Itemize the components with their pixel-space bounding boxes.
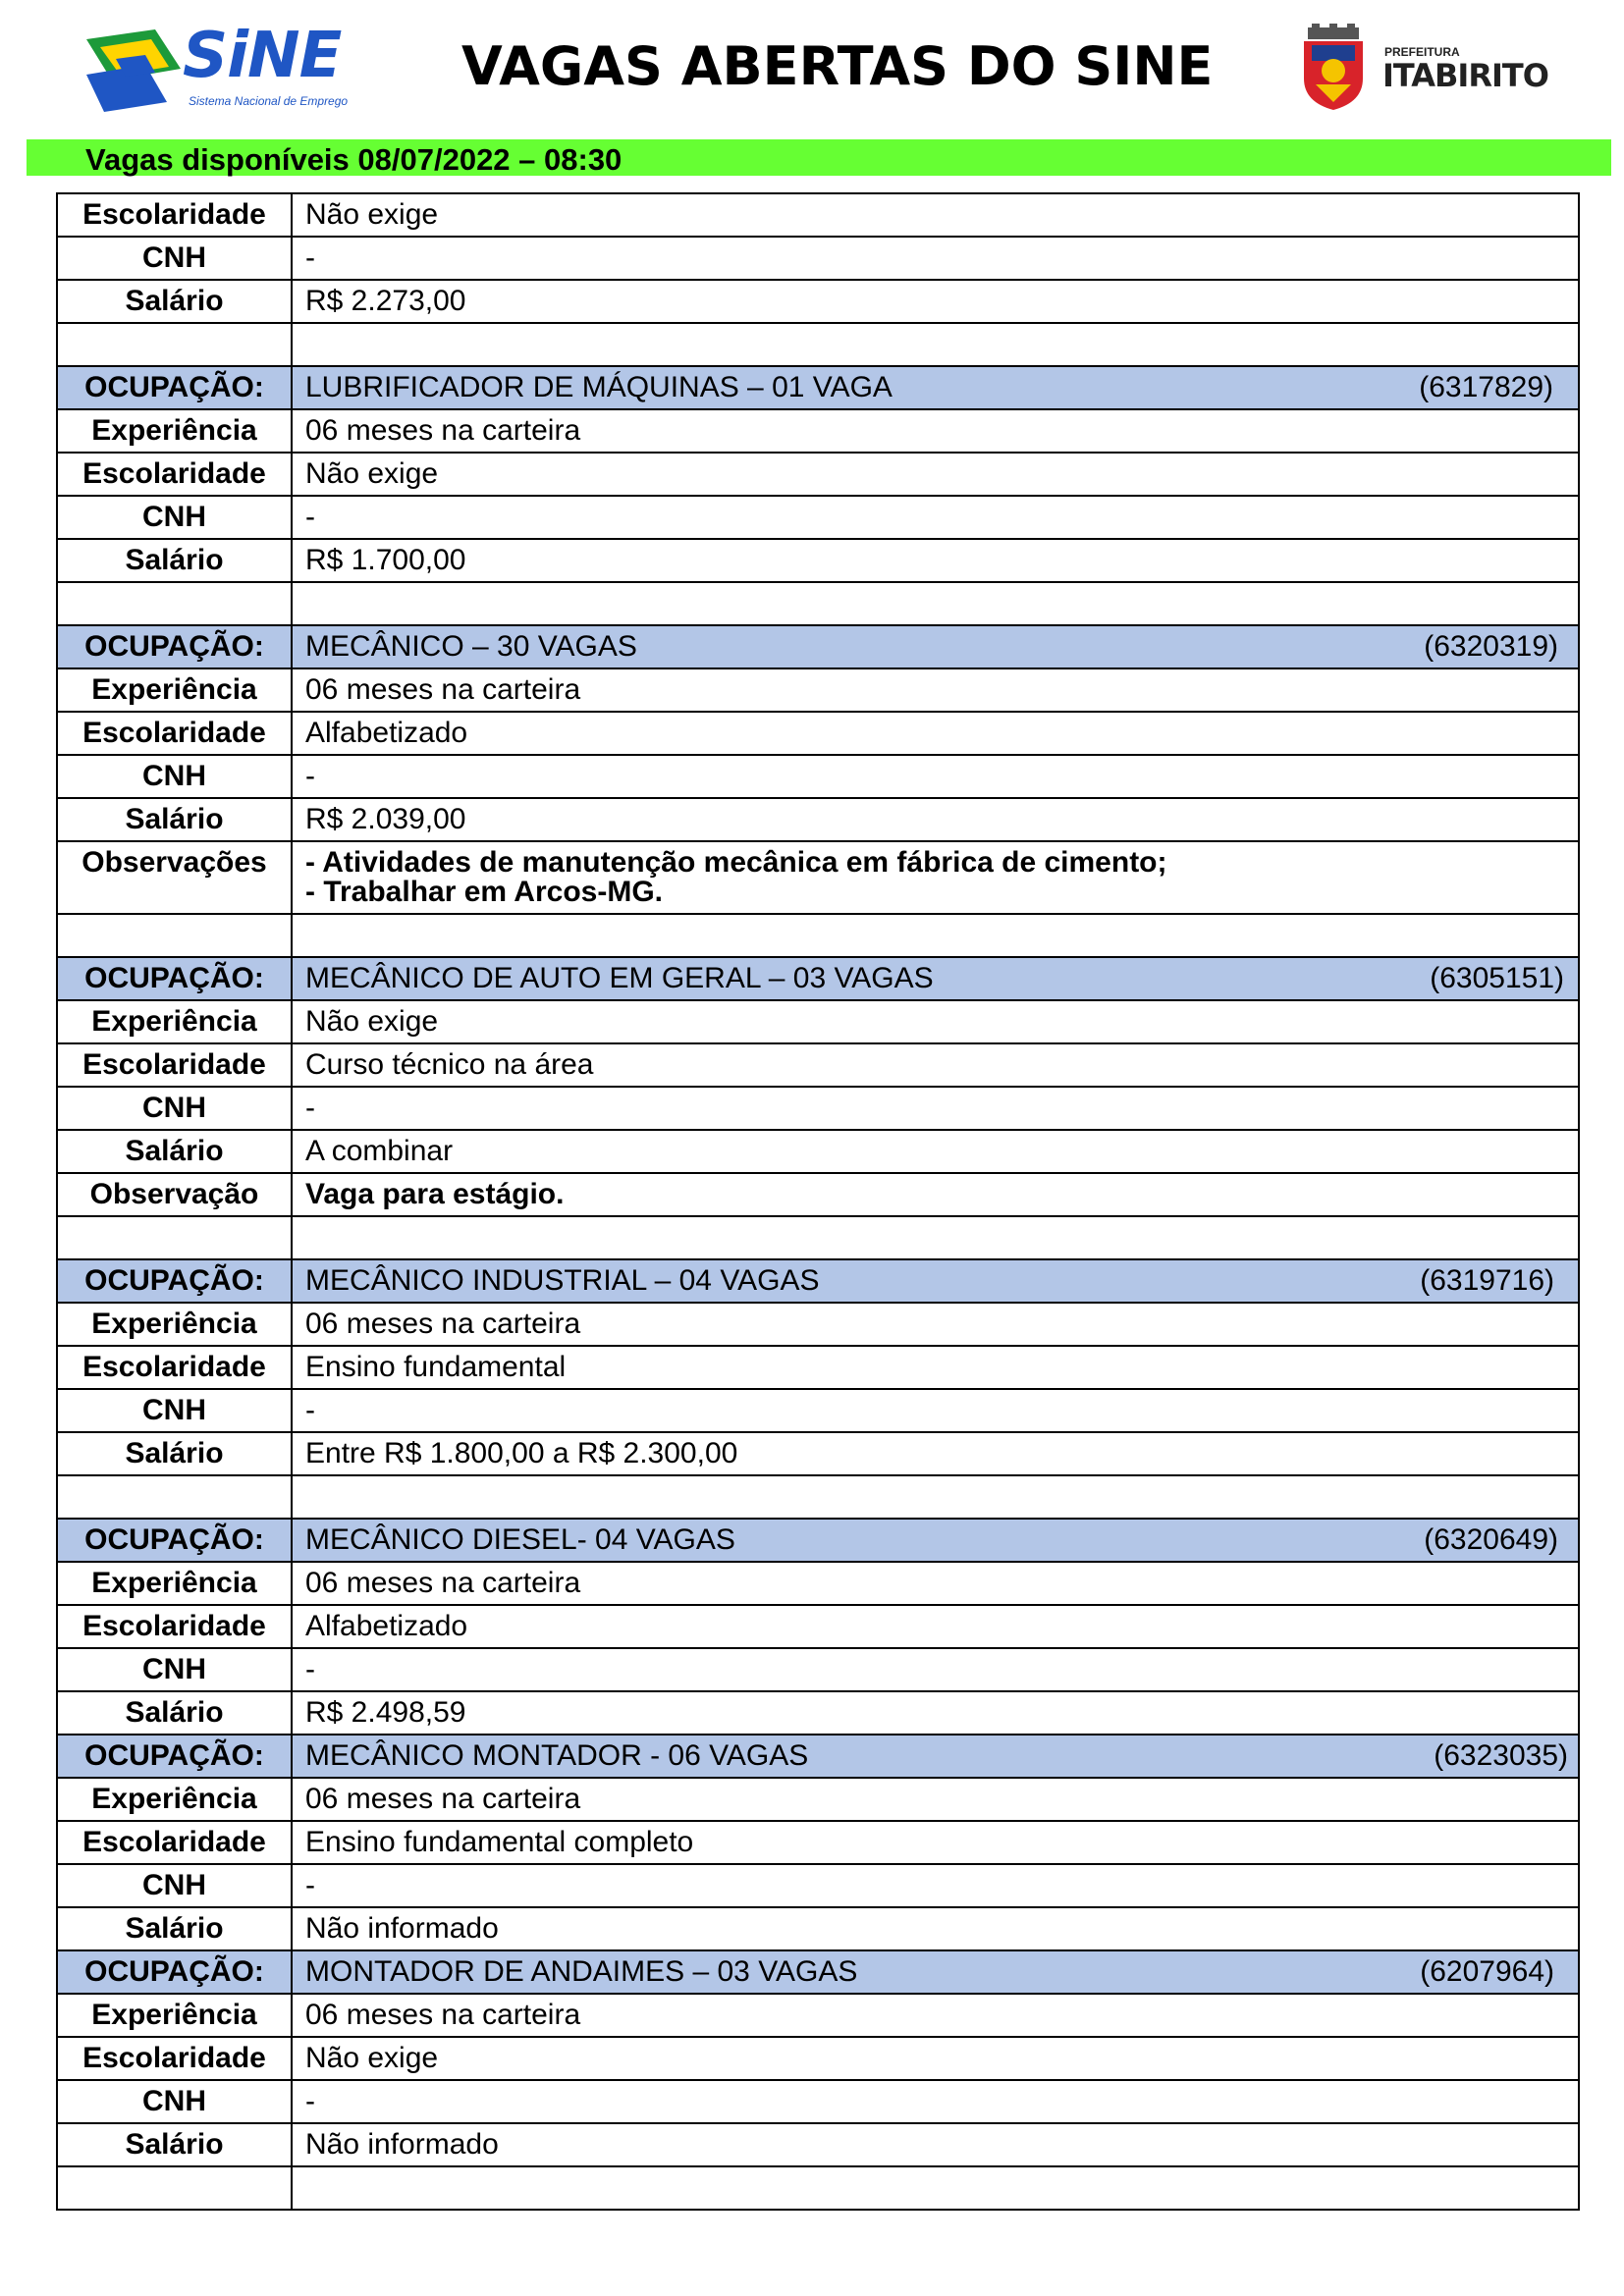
label-ocupacao: OCUPAÇÃO: [57, 957, 292, 1000]
label-escolaridade: Escolaridade [57, 1821, 292, 1864]
value-cnh: - [292, 237, 1579, 280]
occupation-value [292, 1519, 1579, 1562]
value-cnh: - [292, 1389, 1579, 1432]
value-escolaridade: Não exige [292, 193, 1579, 237]
value-escolaridade: Não exige [292, 2037, 1579, 2080]
spacer-cell [292, 1216, 1579, 1259]
page-header [0, 0, 1624, 137]
table-row [57, 193, 1579, 237]
value-cnh: - [292, 2080, 1579, 2123]
label-cnh: CNH [57, 1864, 292, 1907]
value-experiencia: 06 meses na carteira [292, 1303, 1579, 1346]
occupation-code: (6319716) [1420, 1264, 1554, 1297]
sine-logo [86, 20, 361, 114]
table-row [57, 1605, 1579, 1648]
label-salario: Salário [57, 2123, 292, 2166]
label-ocupacao: OCUPAÇÃO: [57, 1259, 292, 1303]
spacer-row [57, 323, 1579, 366]
occupation-code: (6305151) [1430, 962, 1564, 994]
occupation-code: (6320649) [1424, 1523, 1558, 1556]
occupation-value [292, 1259, 1579, 1303]
spacer-cell [57, 582, 292, 625]
label-experiencia: Experiência [57, 1562, 292, 1605]
label-cnh: CNH [57, 2080, 292, 2123]
table-row [57, 496, 1579, 539]
observation-line: - Atividades de manutenção mecânica em fábrica de cimento; [305, 846, 1167, 879]
city-coat-of-arms-icon [1294, 24, 1373, 112]
label-escolaridade: Escolaridade [57, 1346, 292, 1389]
value-salario: Não informado [292, 1907, 1579, 1950]
page-title: VAGAS ABERTAS DO SINE [461, 35, 1214, 97]
value-salario: Entre R$ 1.800,00 a R$ 2.300,00 [292, 1432, 1579, 1475]
label-escolaridade: Escolaridade [57, 1605, 292, 1648]
value-escolaridade: Curso técnico na área [292, 1043, 1579, 1087]
value-salario: Não informado [292, 2123, 1579, 2166]
occupation-title: MONTADOR DE ANDAIMES – 03 VAGAS [305, 1955, 858, 1988]
spacer-row [57, 1475, 1579, 1519]
label-observacao: Observação [57, 1173, 292, 1216]
label-cnh: CNH [57, 496, 292, 539]
date-banner-text: Vagas disponíveis 08/07/2022 – 08:30 [85, 142, 623, 177]
value-observacoes [292, 841, 1579, 914]
occupation-value [292, 1950, 1579, 1994]
label-ocupacao: OCUPAÇÃO: [57, 1519, 292, 1562]
label-ocupacao: OCUPAÇÃO: [57, 1950, 292, 1994]
spacer-cell [57, 914, 292, 957]
observation-line: - Trabalhar em Arcos-MG. [305, 876, 663, 908]
label-salario: Salário [57, 539, 292, 582]
label-ocupacao: OCUPAÇÃO: [57, 625, 292, 668]
spacer-cell [292, 323, 1579, 366]
value-salario: R$ 2.039,00 [292, 798, 1579, 841]
table-row [57, 237, 1579, 280]
occupation-row [57, 366, 1579, 409]
table-row [57, 1130, 1579, 1173]
occupation-title: MECÂNICO MONTADOR - 06 VAGAS [305, 1739, 809, 1772]
spacer-row [57, 2166, 1579, 2210]
prefeitura-city-name: ITABIRITO [1382, 57, 1548, 94]
label-observacoes: Observações [57, 841, 292, 914]
value-experiencia: 06 meses na carteira [292, 409, 1579, 453]
table-row [57, 1173, 1579, 1216]
occupation-code: (6320319) [1424, 630, 1558, 663]
occupation-row [57, 1735, 1579, 1778]
occupation-code: (6323035) [1434, 1739, 1568, 1772]
label-salario: Salário [57, 280, 292, 323]
label-salario: Salário [57, 1130, 292, 1173]
table-row [57, 668, 1579, 712]
table-row [57, 1864, 1579, 1907]
spacer-row [57, 1216, 1579, 1259]
prefeitura-label: PREFEITURA [1384, 45, 1460, 59]
table-row [57, 1778, 1579, 1821]
label-experiencia: Experiência [57, 668, 292, 712]
spacer-row [57, 582, 1579, 625]
table-row [57, 755, 1579, 798]
table-row [57, 280, 1579, 323]
label-escolaridade: Escolaridade [57, 193, 292, 237]
value-cnh: - [292, 755, 1579, 798]
label-cnh: CNH [57, 755, 292, 798]
value-experiencia: 06 meses na carteira [292, 1562, 1579, 1605]
occupation-row [57, 957, 1579, 1000]
table-row [57, 2037, 1579, 2080]
occupation-row [57, 1259, 1579, 1303]
occupation-title: MECÂNICO DE AUTO EM GERAL – 03 VAGAS [305, 962, 934, 994]
spacer-cell [57, 2166, 292, 2210]
spacer-cell [292, 1475, 1579, 1519]
table-row [57, 1562, 1579, 1605]
value-experiencia: 06 meses na carteira [292, 1778, 1579, 1821]
value-salario: R$ 1.700,00 [292, 539, 1579, 582]
label-escolaridade: Escolaridade [57, 1043, 292, 1087]
sine-logo-subtitle: Sistema Nacional de Emprego [189, 94, 349, 108]
value-experiencia: 06 meses na carteira [292, 668, 1579, 712]
label-salario: Salário [57, 1907, 292, 1950]
occupation-row [57, 1519, 1579, 1562]
table-row [57, 2123, 1579, 2166]
date-banner [27, 139, 1611, 176]
label-experiencia: Experiência [57, 409, 292, 453]
value-cnh: - [292, 1864, 1579, 1907]
table-row [57, 1043, 1579, 1087]
table-row [57, 1648, 1579, 1691]
table-row [57, 1346, 1579, 1389]
label-cnh: CNH [57, 1648, 292, 1691]
label-experiencia: Experiência [57, 1303, 292, 1346]
occupation-value [292, 366, 1579, 409]
spacer-cell [57, 323, 292, 366]
occupation-title: MECÂNICO DIESEL- 04 VAGAS [305, 1523, 735, 1556]
spacer-cell [57, 1475, 292, 1519]
label-cnh: CNH [57, 237, 292, 280]
label-cnh: CNH [57, 1087, 292, 1130]
value-escolaridade: Ensino fundamental [292, 1346, 1579, 1389]
value-escolaridade: Alfabetizado [292, 712, 1579, 755]
label-experiencia: Experiência [57, 1000, 292, 1043]
prefeitura-logo [1294, 24, 1548, 112]
table-row [57, 1000, 1579, 1043]
value-observacao: Vaga para estágio. [292, 1173, 1579, 1216]
label-experiencia: Experiência [57, 1994, 292, 2037]
label-cnh: CNH [57, 1389, 292, 1432]
table-row [57, 798, 1579, 841]
table-row [57, 712, 1579, 755]
table-row [57, 409, 1579, 453]
label-experiencia: Experiência [57, 1778, 292, 1821]
value-salario: R$ 2.273,00 [292, 280, 1579, 323]
table-row [57, 1432, 1579, 1475]
table-row [57, 1821, 1579, 1864]
occupation-code: (6207964) [1420, 1955, 1554, 1988]
spacer-cell [292, 582, 1579, 625]
sine-logo-text: SiNE [183, 20, 342, 92]
occupation-row [57, 625, 1579, 668]
job-listings-table [56, 192, 1580, 2211]
table-row [57, 841, 1579, 914]
label-escolaridade: Escolaridade [57, 2037, 292, 2080]
value-cnh: - [292, 1087, 1579, 1130]
value-escolaridade: Alfabetizado [292, 1605, 1579, 1648]
value-salario: R$ 2.498,59 [292, 1691, 1579, 1735]
label-escolaridade: Escolaridade [57, 453, 292, 496]
occupation-code: (6317829) [1419, 371, 1553, 403]
spacer-cell [292, 2166, 1579, 2210]
value-escolaridade: Não exige [292, 453, 1579, 496]
spacer-row [57, 914, 1579, 957]
value-cnh: - [292, 496, 1579, 539]
occupation-value [292, 957, 1579, 1000]
sine-logo-flag-icon [86, 29, 181, 112]
value-cnh: - [292, 1648, 1579, 1691]
occupation-row [57, 1950, 1579, 1994]
table-row [57, 2080, 1579, 2123]
table-row [57, 1907, 1579, 1950]
label-escolaridade: Escolaridade [57, 712, 292, 755]
table-row [57, 1087, 1579, 1130]
table-row [57, 1994, 1579, 2037]
value-escolaridade: Ensino fundamental completo [292, 1821, 1579, 1864]
label-ocupacao: OCUPAÇÃO: [57, 366, 292, 409]
occupation-title: MECÂNICO – 30 VAGAS [305, 630, 637, 663]
label-ocupacao: OCUPAÇÃO: [57, 1735, 292, 1778]
table-row [57, 1303, 1579, 1346]
table-row [57, 1389, 1579, 1432]
table-row [57, 453, 1579, 496]
spacer-cell [292, 914, 1579, 957]
occupation-title: LUBRIFICADOR DE MÁQUINAS – 01 VAGA [305, 371, 893, 403]
label-salario: Salário [57, 1691, 292, 1735]
table-row [57, 539, 1579, 582]
value-experiencia: 06 meses na carteira [292, 1994, 1579, 2037]
value-salario: A combinar [292, 1130, 1579, 1173]
occupation-value [292, 1735, 1579, 1778]
spacer-cell [57, 1216, 292, 1259]
label-salario: Salário [57, 1432, 292, 1475]
occupation-value [292, 625, 1579, 668]
occupation-title: MECÂNICO INDUSTRIAL – 04 VAGAS [305, 1264, 820, 1297]
label-salario: Salário [57, 798, 292, 841]
value-experiencia: Não exige [292, 1000, 1579, 1043]
table-row [57, 1691, 1579, 1735]
